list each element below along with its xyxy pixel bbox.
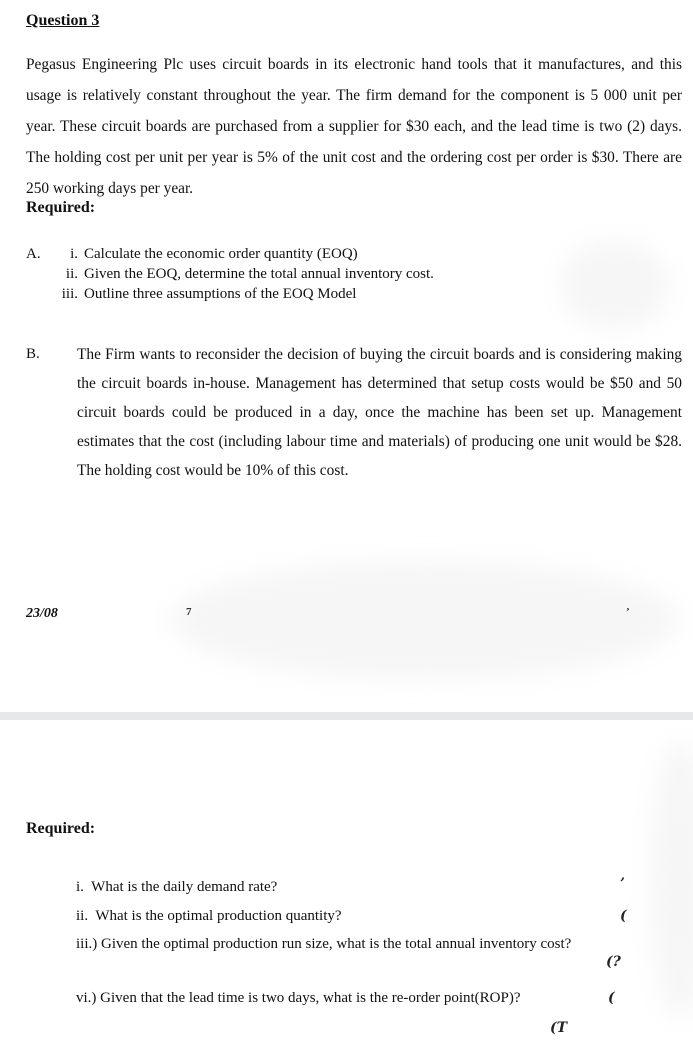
smudge [560, 240, 670, 330]
item-number: vi.) [76, 990, 97, 1006]
part-a-item [52, 286, 356, 303]
question-title: Question 3 [26, 12, 100, 29]
item-number: ii. [65, 266, 78, 282]
item-number: ii. [76, 908, 89, 924]
question-item [76, 908, 342, 925]
question-item [76, 936, 571, 953]
pen-mark: ’ [620, 876, 625, 892]
pen-mark: 7 [186, 606, 192, 618]
question-paragraph: Pegasus Engineering Plc uses circuit boards in its electronic hand tools that it manufactures, and this usage is relatively constant throughout the year. The firm demand for the component is 5 000 unit per year. These circuit boards are purchased from a supplier for $30 each, and the lead time is two (2) days. The holding cost per unit per year is 5% of the unit cost and the ordering cost per order is $30. There are 250 working days per year. [26, 56, 682, 197]
question-item [76, 879, 277, 896]
pen-mark: ( [620, 908, 627, 924]
required-heading: Required: [26, 199, 96, 216]
part-a-letter: A. [26, 246, 41, 262]
smudge [650, 740, 693, 1020]
item-text: Calculate the economic order quantity (EOQ) [84, 246, 358, 262]
required-heading: Required: [26, 820, 96, 837]
document-page-2 [0, 720, 693, 1049]
part-a-item [52, 266, 434, 283]
pen-mark: (? [606, 954, 621, 970]
item-text: Given the optimal production run size, what is the total annual inventory cost? [101, 936, 572, 952]
item-text: Given that the lead time is two days, what is the re-order point(ROP)? [100, 990, 521, 1006]
item-text: What is the optimal production quantity? [95, 908, 342, 924]
question-item [76, 990, 521, 1007]
page-divider [0, 712, 693, 720]
item-text: Outline three assumptions of the EOQ Model [84, 286, 357, 302]
part-b-paragraph: The Firm wants to reconsider the decision of buying the circuit boards and is considering making the circuit boards in-house. Management has determined that setup costs would be $50 and 50 circuit boards could be produced in a day, once the machine has been set up. Management estimates that the cost (including labour time and materials) of producing one unit would be $28. The holding cost would be 10% of this cost. [77, 346, 682, 479]
item-number: i. [76, 879, 84, 895]
part-b-letter: B. [26, 346, 40, 362]
item-text: What is the daily demand rate? [91, 879, 278, 895]
item-number: iii.) [76, 936, 98, 952]
smudge [170, 560, 680, 680]
part-a-item [52, 246, 358, 263]
item-number: iii. [61, 286, 78, 302]
pen-mark: ’ [626, 606, 630, 618]
pen-mark: ( [608, 990, 615, 1006]
handwritten-date: 23/08 [26, 606, 58, 621]
item-text: Given the EOQ, determine the total annual inventory cost. [84, 266, 434, 282]
item-number: i. [70, 246, 78, 262]
pen-mark: (T [550, 1020, 568, 1036]
